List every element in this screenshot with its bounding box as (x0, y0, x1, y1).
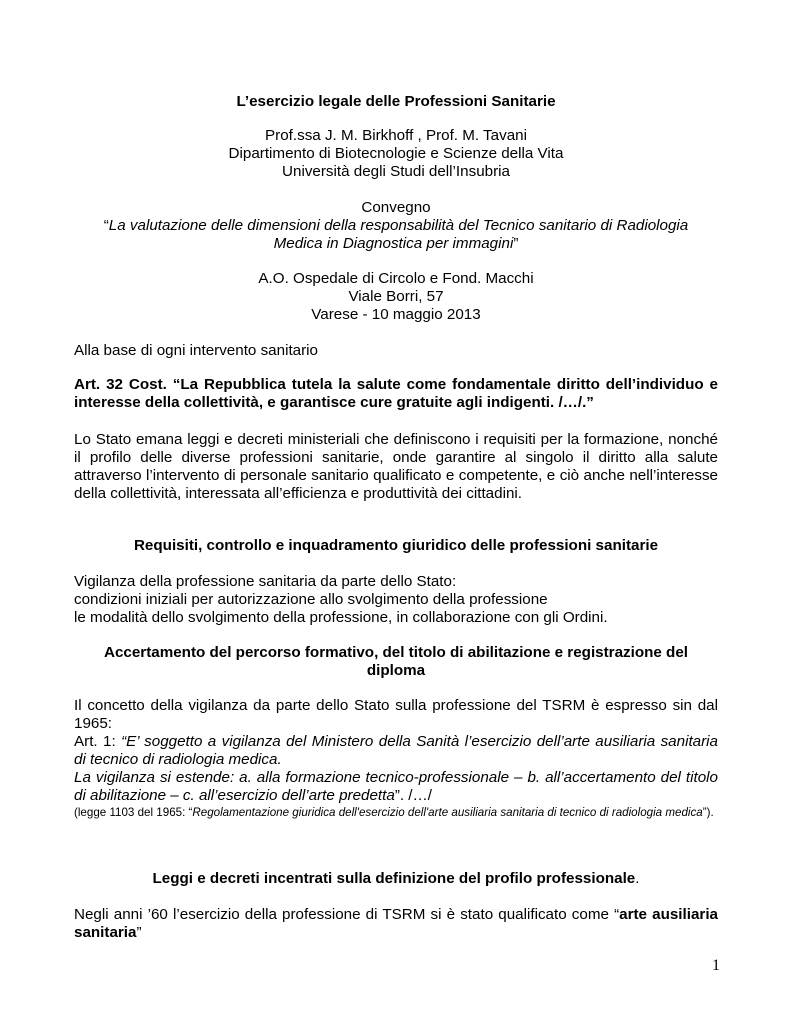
quote-close: ” (513, 235, 519, 252)
art1-quote1: “E’ soggetto a vigilanza del Ministero della Sanità l’esercizio dell’arte ausiliaria sanitaria di tecnico di radiologia medica. (74, 733, 718, 768)
paragraph-stato: Lo Stato emana leggi e decreti ministeriali che definiscono i requisiti per la formazione, nonché il profilo delle diverse professioni sanitarie, onde garantire al singolo il diritto alla salute attraverso l’intervento di personale sanitario qualificato e competente, e ciò anche nell’interesse della collettività, interessata all’efficienza e produttività dei cittadini. (74, 431, 718, 502)
legge-title: Regolamentazione giuridica dell'esercizio dell'arte ausiliaria sanitaria di tecnico di radiologia medica (192, 806, 703, 819)
heading-requisiti: Requisiti, controllo e inquadramento giuridico delle professioni sanitarie (133, 537, 659, 554)
authors-names: Prof.ssa J. M. Birkhoff , Prof. M. Tavani (265, 127, 527, 144)
heading-leggi (74, 870, 718, 888)
convegno-title-part1: La valutazione delle dimensioni della responsabilità del Tecnico sanitario di Radiologia (108, 217, 689, 234)
art1-quote2-end: ”. /…/ (394, 787, 432, 804)
convegno-label: Convegno (361, 199, 431, 216)
anni60-end: ” (136, 924, 142, 941)
venue-block (74, 270, 718, 324)
legge-citation (74, 806, 718, 820)
art1-prefix: Art. 1: (74, 733, 122, 750)
convegno-title-line2 (74, 235, 718, 253)
vigilanza-line-2: condizioni iniziali per autorizzazione allo svolgimento della professione (74, 591, 548, 608)
authors-department: Dipartimento di Biotecnologie e Scienze della Vita (228, 145, 564, 162)
anni60-paragraph (74, 906, 718, 942)
anni60-bold: arte ausiliaria sanitaria (74, 906, 718, 941)
heading-leggi-end: . (635, 870, 640, 887)
art32-quote: Art. 32 Cost. “La Repubblica tutela la salute come fondamentale diritto dell’individuo e interesse della collettività, e garantisce cure gratuite agli indigenti. /…/.” (74, 376, 718, 411)
venue-date: Varese - 10 maggio 2013 (311, 306, 481, 323)
document-title: L’esercizio legale delle Professioni Sanitarie (236, 93, 556, 110)
heading-accertamento: Accertamento del percorso formativo, del titolo di abilitazione e registrazione del diploma (104, 644, 688, 679)
authors-university: Università degli Studi dell’Insubria (282, 163, 510, 180)
convegno-title-line1 (74, 217, 718, 235)
anni60-text: Negli anni ’60 l’esercizio della professione di TSRM si è stato qualificato come “ (74, 906, 620, 923)
art1-quote2-paragraph (74, 769, 718, 805)
heading-leggi-text: Leggi e decreti incentrati sulla definizione del profilo professionale (152, 870, 636, 887)
art1-paragraph (74, 733, 718, 769)
intro-text: Alla base di ogni intervento sanitario (74, 342, 318, 359)
vigilanza-line-3: le modalità dello svolgimento della professione, in collaborazione con gli Ordini. (74, 609, 608, 626)
vigilanza-list (74, 573, 718, 627)
convegno-title-part2: Medica in Diagnostica per immagini (273, 235, 514, 252)
authors-block (74, 127, 718, 181)
page-number: 1 (712, 957, 720, 974)
concetto-paragraph: Il concetto della vigilanza da parte dello Stato sulla professione del TSRM è espresso sin dal 1965: (74, 697, 718, 732)
art1-quote2: La vigilanza si estende: a. alla formazione tecnico-professionale – b. all’accertamento del titolo di abilitazione – c. all’esercizio dell’arte predetta (74, 769, 718, 804)
vigilanza-line-1: Vigilanza della professione sanitaria da parte dello Stato: (74, 573, 457, 590)
quote-open: “ (103, 217, 109, 234)
venue-hospital: A.O. Ospedale di Circolo e Fond. Macchi (258, 270, 534, 287)
legge-prefix: (legge 1103 del 1965: “ (74, 806, 193, 819)
legge-suffix: ”). (702, 806, 714, 819)
convegno-block (74, 199, 718, 253)
venue-address: Viale Borri, 57 (348, 288, 444, 305)
